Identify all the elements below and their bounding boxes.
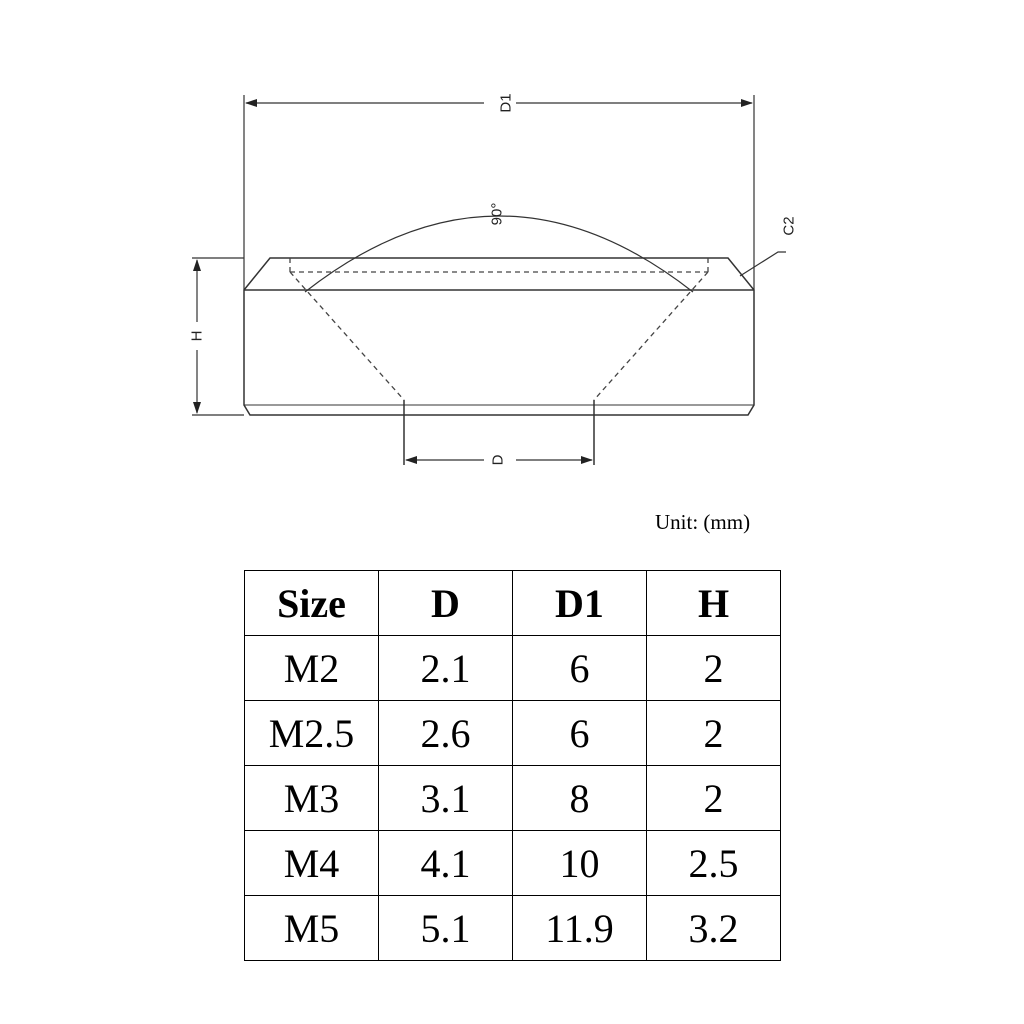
technical-drawing xyxy=(0,0,1024,500)
washer-body xyxy=(244,258,754,415)
unit-label: Unit: (mm) xyxy=(655,510,751,534)
cell-h: 3.2 xyxy=(647,896,781,961)
table-row xyxy=(245,766,781,831)
cell-size: M2 xyxy=(245,636,379,701)
cell-d: 5.1 xyxy=(379,896,513,961)
cell-d1: 10 xyxy=(513,831,647,896)
cell-h: 2.5 xyxy=(647,831,781,896)
d-label: D xyxy=(489,454,507,466)
header-d1: D1 xyxy=(513,571,647,636)
cell-h: 2 xyxy=(647,701,781,766)
table-row xyxy=(245,896,781,961)
angle-label: 90° xyxy=(488,202,506,226)
angle-arc xyxy=(305,216,693,292)
cell-d1: 11.9 xyxy=(513,896,647,961)
chamfer-label: C2 xyxy=(780,216,798,236)
countersink-hidden-lines xyxy=(290,258,708,400)
cell-d: 3.1 xyxy=(379,766,513,831)
table-row xyxy=(245,636,781,701)
cell-d1: 8 xyxy=(513,766,647,831)
cell-d1: 6 xyxy=(513,701,647,766)
cell-size: M5 xyxy=(245,896,379,961)
cell-d: 2.6 xyxy=(379,701,513,766)
d1-label: D1 xyxy=(497,93,515,113)
chamfer-leader xyxy=(740,252,786,276)
table-row xyxy=(245,701,781,766)
h-label: H xyxy=(188,330,206,342)
table-row xyxy=(245,831,781,896)
cell-d1: 6 xyxy=(513,636,647,701)
cell-size: M4 xyxy=(245,831,379,896)
spec-table xyxy=(244,570,781,961)
table-header-row xyxy=(245,571,781,636)
cell-h: 2 xyxy=(647,766,781,831)
cell-d: 4.1 xyxy=(379,831,513,896)
cell-d: 2.1 xyxy=(379,636,513,701)
cell-size: M2.5 xyxy=(245,701,379,766)
header-size: Size xyxy=(245,571,379,636)
header-d: D xyxy=(379,571,513,636)
cell-h: 2 xyxy=(647,636,781,701)
d1-dimension xyxy=(244,95,754,290)
header-h: H xyxy=(647,571,781,636)
cell-size: M3 xyxy=(245,766,379,831)
